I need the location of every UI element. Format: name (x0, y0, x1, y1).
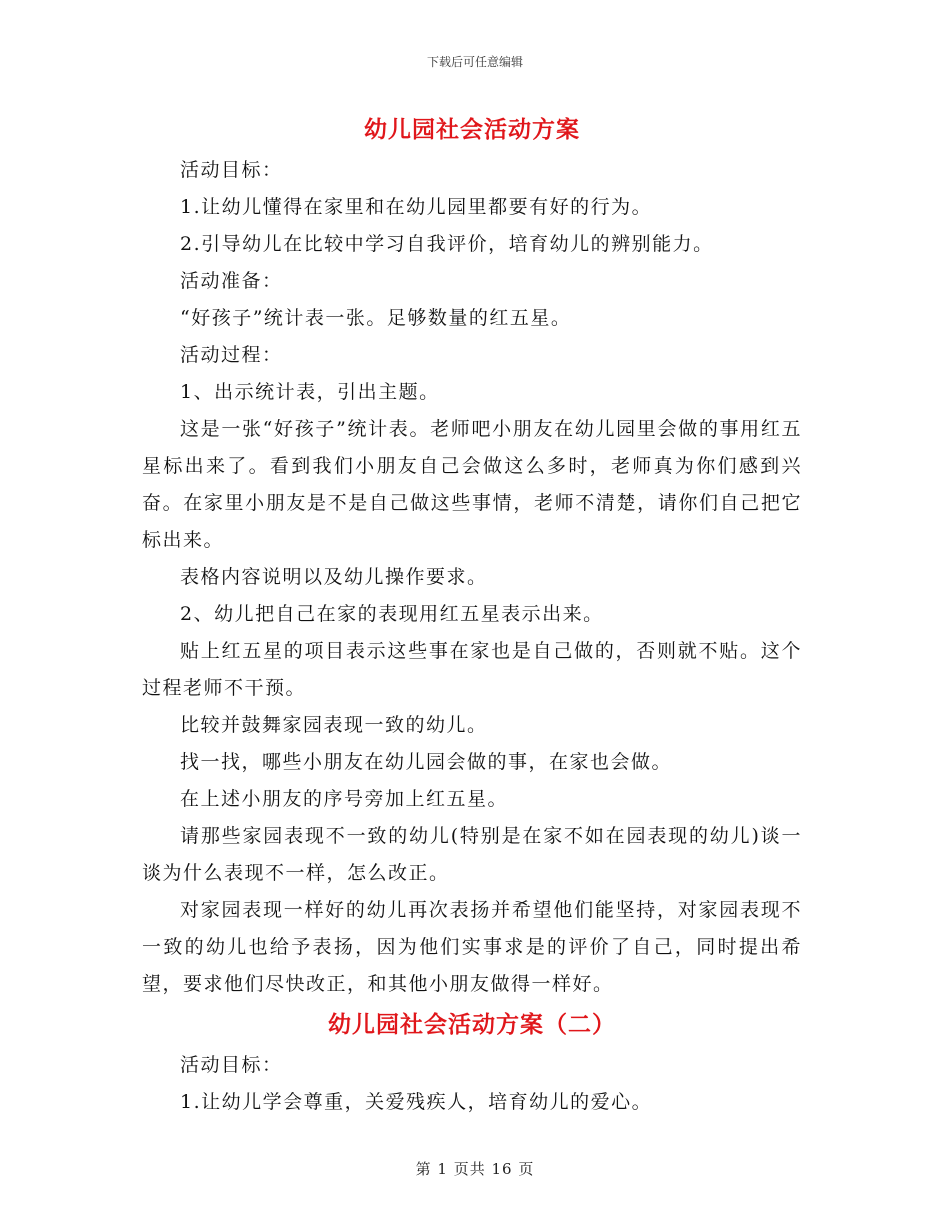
paragraph: 贴上红五星的项目表示这些事在家也是自己做的，否则就不贴。这个过程老师不干预。 (142, 640, 802, 699)
paragraph: “好孩子”统计表一张。足够数量的红五星。 (180, 307, 572, 329)
paragraph: 活动目标： (180, 1054, 283, 1076)
paragraph: 在上述小朋友的序号旁加上红五星。 (180, 788, 509, 810)
paragraph: 1.让幼儿懂得在家里和在幼儿园里都要有好的行为。 (180, 196, 653, 218)
paragraph: 找一找，哪些小朋友在幼儿园会做的事，在家也会做。 (180, 751, 673, 773)
page-footer: 第 1 页共 16 页 (415, 1160, 535, 1178)
paragraph: 这是一张“好孩子”统计表。老师吧小朋友在幼儿园里会做的事用红五星标出来了。看到我们小朋友自己会做这么多时，老师真为你们感到兴奋。在家里小朋友是不是自己做这些事情，老师不清楚，请你们自己把它标出来。 (142, 418, 802, 551)
paragraph: 活动目标： (180, 159, 283, 181)
paragraph: 2.引导幼儿在比较中学习自我评价，培育幼儿的辨别能力。 (180, 233, 714, 255)
paragraph: 活动准备： (180, 270, 283, 292)
paragraph: 表格内容说明以及幼儿操作要求。 (180, 566, 488, 588)
paragraph: 1.让幼儿学会尊重，关爱残疾人，培育幼儿的爱心。 (180, 1091, 653, 1113)
paragraph: 2、幼儿把自己在家的表现用红五星表示出来。 (180, 603, 604, 625)
paragraph: 1、出示统计表，引出主题。 (180, 381, 440, 403)
paragraph: 活动过程： (180, 344, 283, 366)
doc-title: 幼儿园社会活动方案 (364, 116, 580, 143)
document-body (142, 112, 802, 1121)
paragraph: 比较并鼓舞家园表现一致的幼儿。 (180, 714, 488, 736)
page-header-note: 下载后可任意编辑 (426, 55, 523, 69)
doc-title-2: 幼儿园社会活动方案（二） (328, 1011, 616, 1038)
paragraph: 对家园表现一样好的幼儿再次表扬并希望他们能坚持，对家园表现不一致的幼儿也给予表扬，因为他们实事求是的评价了自己，同时提出希望，要求他们尽快改正，和其他小朋友做得一样好。 (142, 899, 802, 995)
paragraph: 请那些家园表现不一致的幼儿(特别是在家不如在园表现的幼儿)谈一谈为什么表现不一样，怎么改正。 (142, 825, 802, 884)
